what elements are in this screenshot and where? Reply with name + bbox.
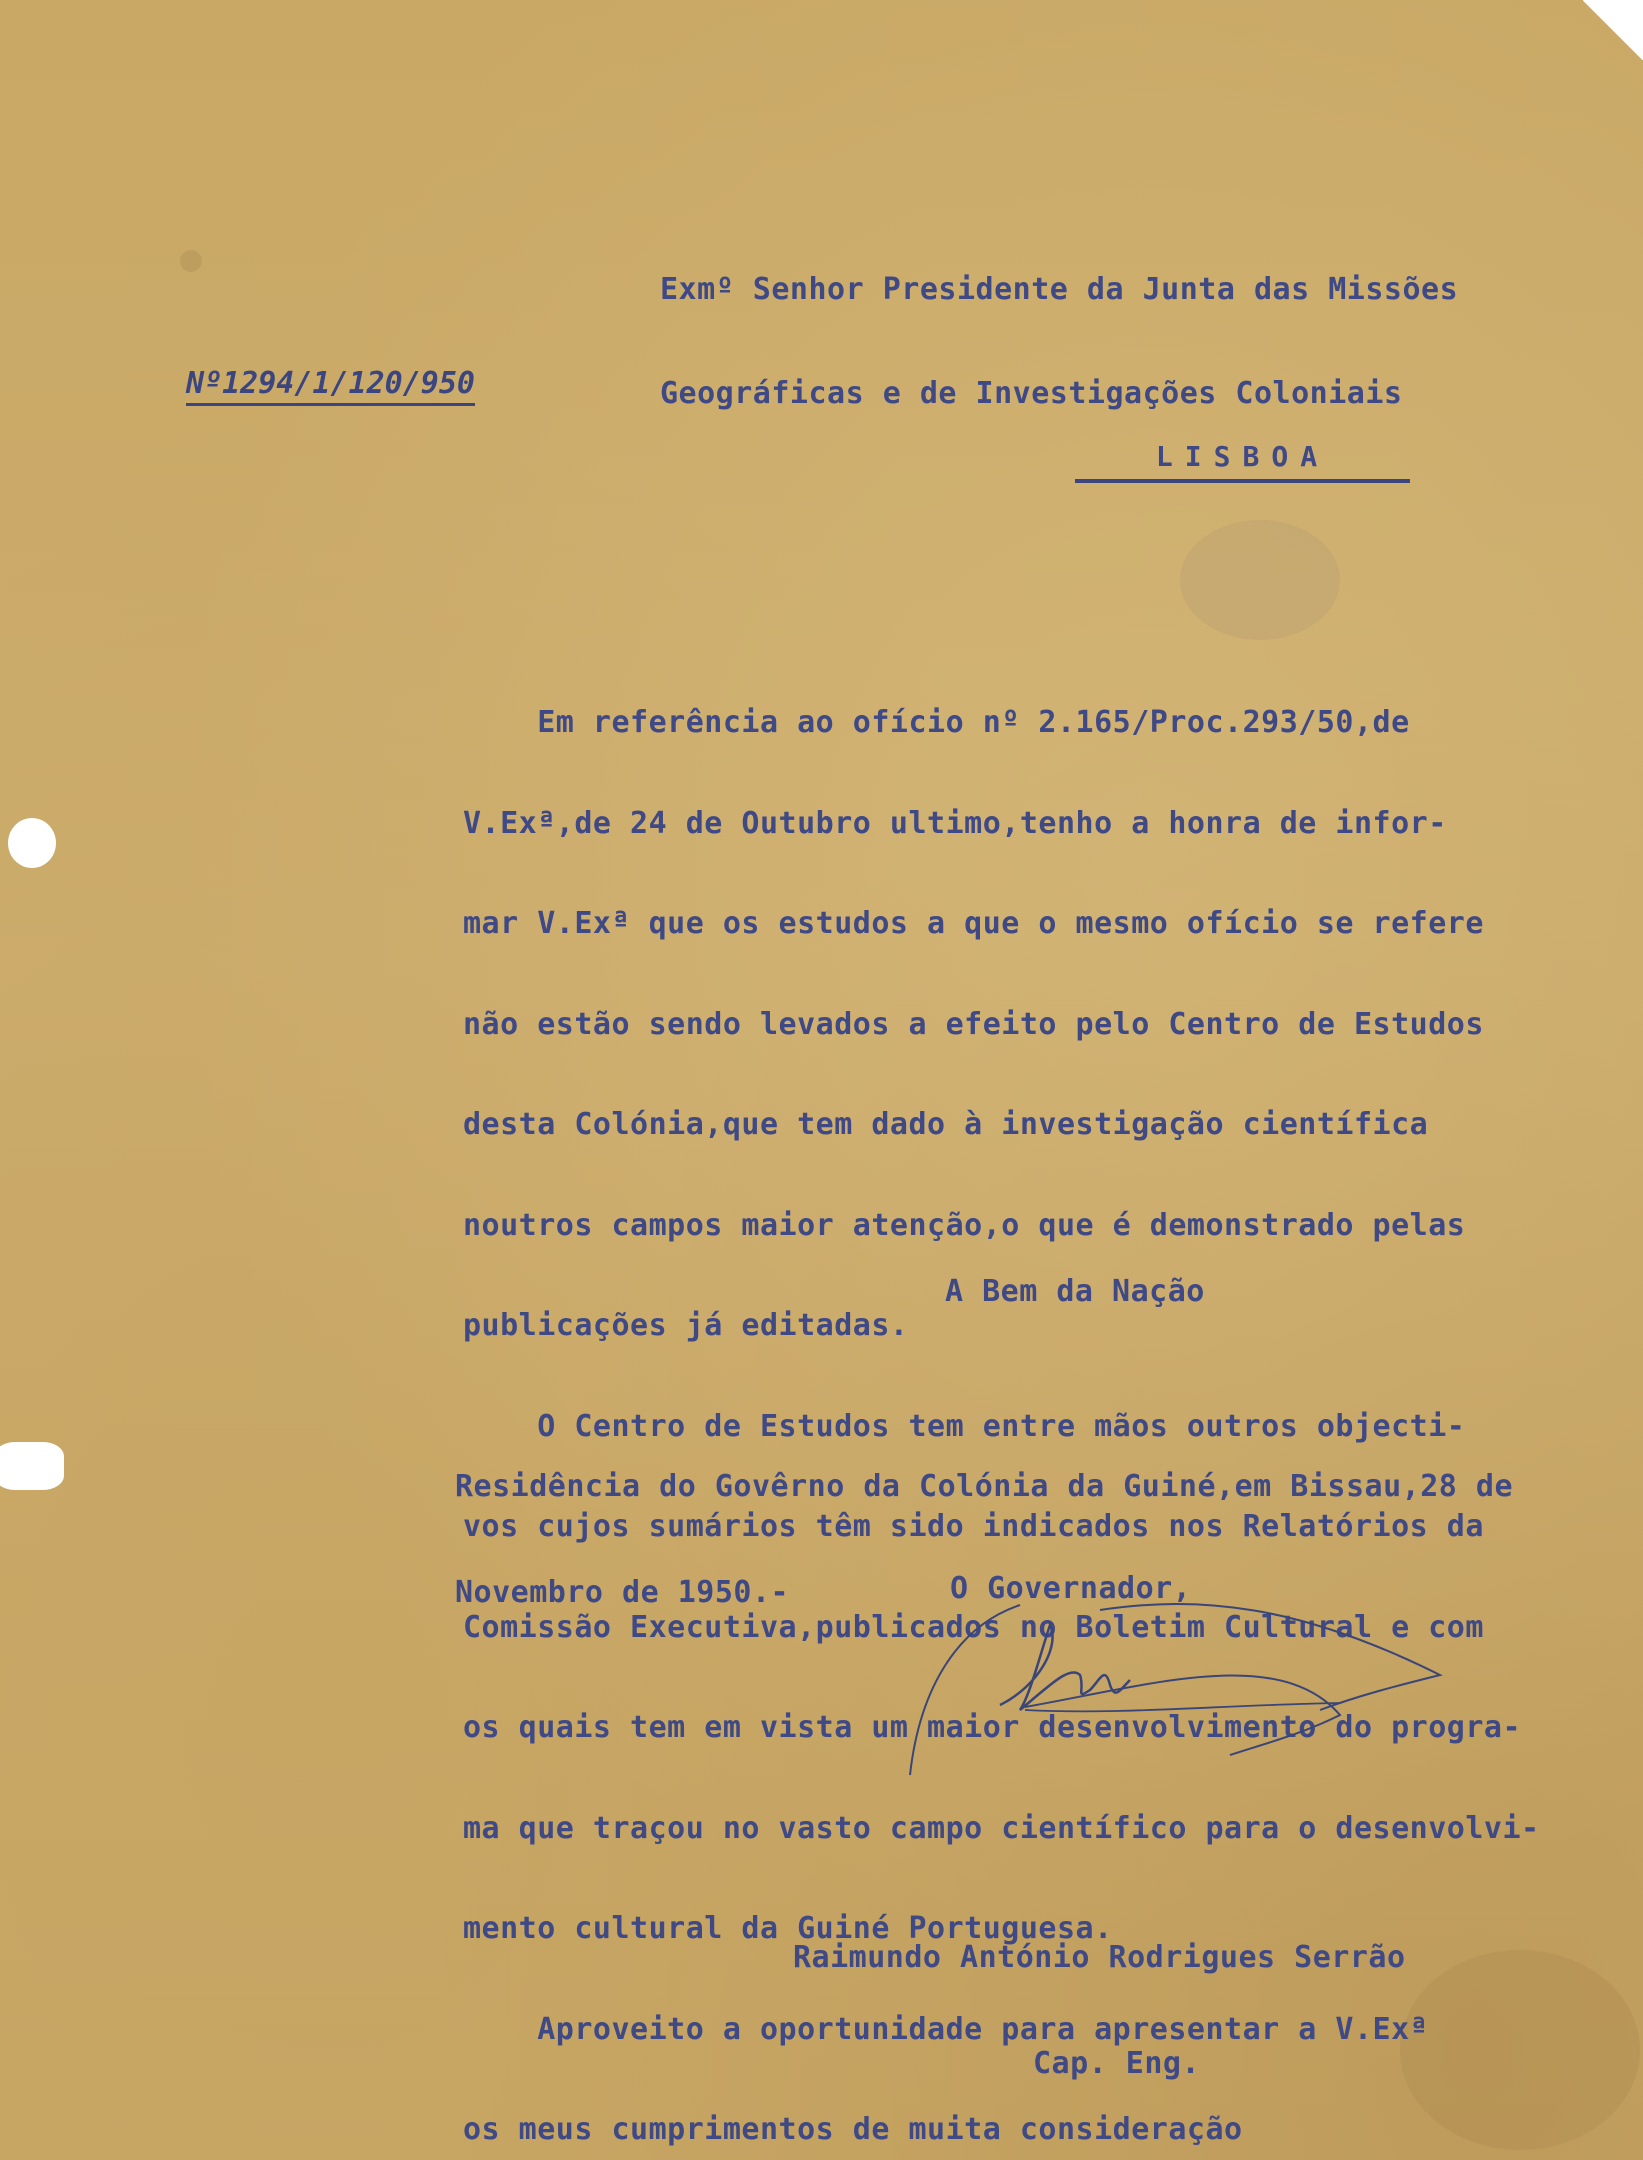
body-line: Comissão Executiva,publicados no Boletim Cultural e com (463, 1609, 1484, 1645)
body-line: desta Colónia,que tem dado à investigação científica (463, 1107, 1429, 1142)
body-line: mento cultural da Guiné Portuguesa. (463, 1911, 1113, 1946)
reference-number: Nº1294/1/120/950 (186, 366, 475, 406)
place-date-line: Residência do Govêrno da Colónia da Guiné,em Bissau,28 de (455, 1469, 1514, 1504)
body-line: O Centro de Estudos tem entre mãos outros objecti- (463, 1408, 1466, 1444)
body-line: publicações já editadas. (463, 1308, 909, 1343)
body-line: V.Exª,de 24 de Outubro ultimo,tenho a honra de infor- (463, 805, 1447, 841)
torn-corner (1583, 0, 1643, 60)
body-line: vos cujos sumários têm sido indicados nos Relatórios da (463, 1509, 1484, 1544)
punch-hole (0, 1442, 64, 1490)
handwritten-signature (900, 1585, 1460, 1785)
closing-salutation: A Bem da Nação (945, 1274, 1205, 1309)
signer-name: Raimundo António Rodrigues Serrão (793, 1940, 1406, 1975)
body-line: Aproveito a oportunidade para apresentar a V.Exª (463, 2011, 1429, 2047)
addressee-line: Exmº Senhor Presidente da Junta das Missões (660, 272, 1459, 307)
addressee-line: Geográficas e de Investigações Coloniais (660, 376, 1403, 411)
destination-city: LISBOA (1075, 440, 1410, 483)
body-line: não estão sendo levados a efeito pelo Centro de Estudos (463, 1006, 1484, 1042)
body-line: os meus cumprimentos de muita consideração (463, 2112, 1243, 2147)
place-date-line: Novembro de 1950.- (455, 1575, 790, 1610)
signer-rank: Cap. Eng. (1033, 2046, 1201, 2081)
body-line: Em referência ao ofício nº 2.165/Proc.293/50,de (463, 705, 1410, 740)
signer-block (793, 1873, 1406, 2153)
body-line: os quais tem em vista um maior desenvolvimento do progra- (463, 1710, 1522, 1745)
punch-hole (8, 818, 56, 868)
body-line: mar V.Exª que os estudos a que o mesmo ofício se refere (463, 906, 1484, 941)
body-line: noutros campos maior atenção,o que é demonstrado pelas (463, 1207, 1466, 1243)
paper-stain (1180, 520, 1340, 640)
signoff-title: O Governador, (950, 1571, 1192, 1606)
paper-stain (180, 250, 202, 272)
body-line: ma que traçou no vasto campo científico para o desenvolvi- (463, 1810, 1540, 1846)
